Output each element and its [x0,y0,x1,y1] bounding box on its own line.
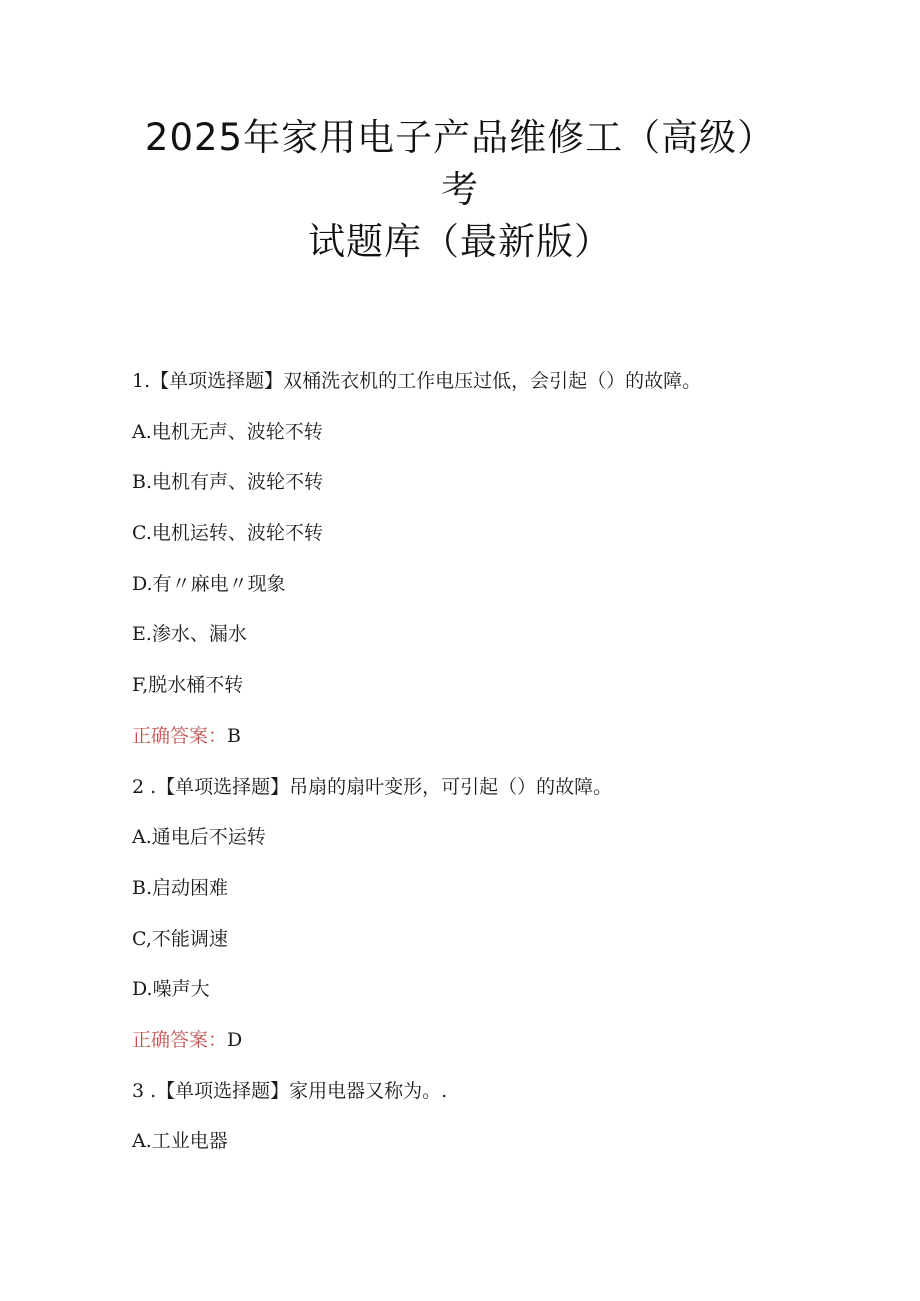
title-line-2: 考 [441,168,479,211]
title-line-1: 2025年家用电子产品维修工（高级） [144,116,776,159]
option-1d: D.有〃麻电〃现象 [132,572,286,595]
question-stem-2: 2 .【单项选择题】吊扇的扇叶变形，可引起（）的故障。 [132,775,613,798]
answer-2 [132,1025,832,1076]
question-stem-3: 3 .【单项选择题】家用电器又称为。. [132,1079,448,1102]
answer-value-2: D [227,1028,243,1051]
document-title [0,112,920,268]
question-list [132,366,832,1177]
option-2d: D.噪声大 [132,978,210,1001]
option-1e: E.渗水、漏水 [132,623,247,646]
answer-value-1: B [227,724,241,747]
option-2b: B.启动困难 [132,876,229,899]
option-1c: C.电机运转、波轮不转 [132,522,323,545]
answer-label-2: 正确答案： [132,1028,228,1051]
answer-label-1: 正确答案： [132,724,228,747]
option-1a: A.电机无声、波轮不转 [132,420,323,443]
option-1b: B.电机有声、波轮不转 [132,471,324,494]
option-2c: C,不能调速 [132,927,228,950]
option-1f: F,脱水桶不转 [132,674,244,697]
answer-1 [132,721,832,772]
question-stem-1: 1.【单项选择题】双桶洗衣机的工作电压过低，会引起（）的故障。 [132,370,702,392]
option-3a: A.工业电器 [132,1130,228,1153]
title-line-3: 试题库（最新版） [308,220,612,263]
option-2a: A.通电后不运转 [132,826,266,849]
